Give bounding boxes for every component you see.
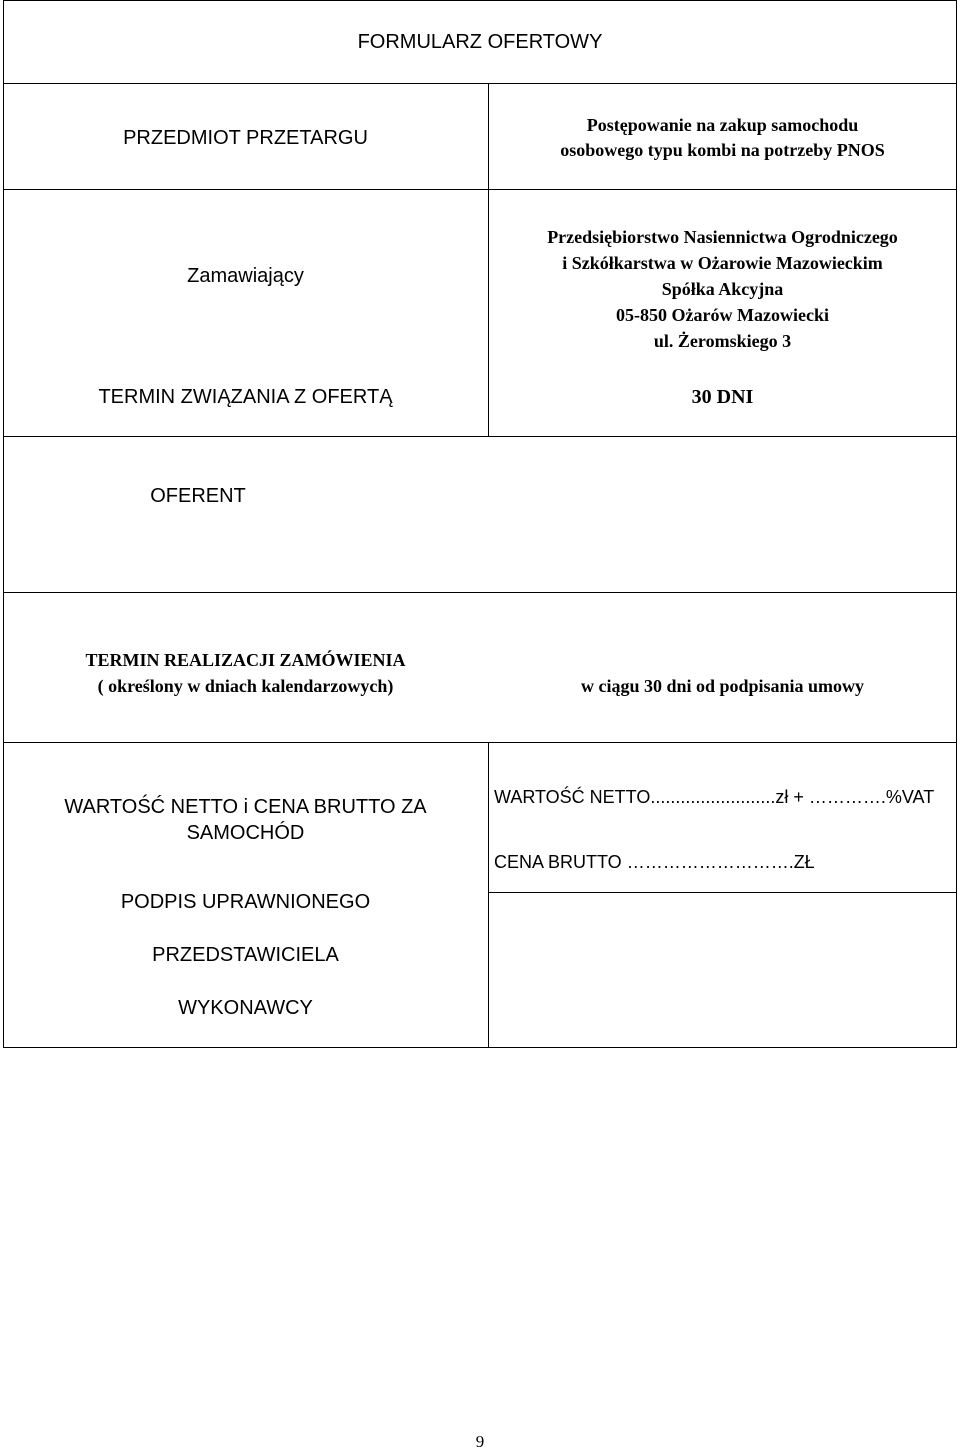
form-title: FORMULARZ OFERTOWY (357, 31, 603, 53)
rule-bidder (3, 592, 957, 593)
net-value-field: WARTOŚĆ NETTO.........................zł + ………….%VAT (494, 787, 935, 807)
buyer-value-line3: Spółka Akcyjna (661, 279, 784, 299)
completion-label-line2: ( określony w dniach kalendarzowych) (97, 676, 394, 696)
completion-value: w ciągu 30 dni od podpisania umowy (580, 676, 865, 696)
buyer-value-line1: Przedsiębiorstwo Nasiennictwa Ogrodniczego (547, 227, 898, 247)
completion-label-line1: TERMIN REALIZACJI ZAMÓWIENIA (85, 650, 406, 670)
gross-price-field: CENA BRUTTO ……………………….ZŁ (494, 852, 815, 872)
subject-label: PRZEDMIOT PRZETARGU (123, 127, 368, 149)
subject-value-line2: osobowego typu kombi na potrzeby PNOS (560, 140, 885, 160)
price-label-line1: WARTOŚĆ NETTO i CENA BRUTTO ZA (64, 796, 427, 818)
buyer-value-line5: ul. Żeromskiego 3 (653, 331, 792, 351)
rule-subject (3, 189, 957, 190)
signature-label-line2: PRZEDSTAWICIELA (152, 944, 339, 966)
signature-label-line3: WYKONAWCY (178, 997, 313, 1019)
price-label-line2: SAMOCHÓD (186, 822, 305, 844)
buyer-value-line2: i Szkółkarstwa w Ożarowie Mazowieckim (562, 253, 883, 273)
buyer-label: Zamawiający (187, 265, 304, 287)
subject-value-line1: Postępowanie na zakup samochodu (586, 115, 859, 135)
binding-value: 30 DNI (691, 386, 754, 408)
bidder-label: OFERENT (150, 485, 246, 507)
page-number: 9 (475, 1432, 485, 1451)
rule-title (3, 83, 957, 84)
buyer-value-line4: 05-850 Ożarów Mazowiecki (616, 305, 829, 325)
divider-lower (488, 742, 489, 1048)
rule-buyer (3, 436, 957, 437)
rule-price-right (488, 892, 957, 893)
binding-label: TERMIN ZWIĄZANIA Z OFERTĄ (98, 386, 393, 408)
signature-label-line1: PODPIS UPRAWNIONEGO (120, 891, 371, 913)
rule-completion (3, 742, 957, 743)
